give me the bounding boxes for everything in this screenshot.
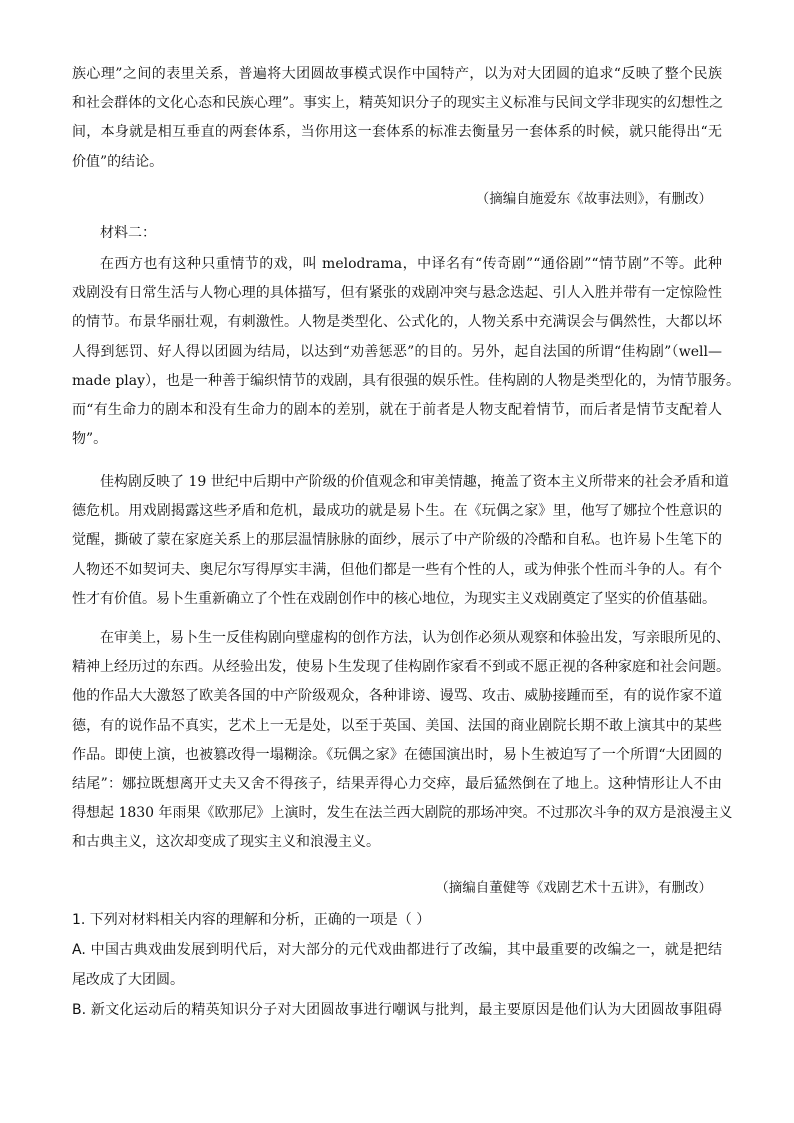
text-line: 价值”的结论。 (72, 153, 164, 170)
option-b-line: B. 新文化运动后的精英知识分子对大团圆故事进行嘲讽与批判，最主要原因是他们认为大团圆故事阻碍 (72, 1002, 722, 1018)
text-line: 得想起 1830 年雨果《欧那尼》上演时，发生在法兰西大剧院的那场冲突。不过那次斗争的双方是浪漫主义 (72, 805, 733, 822)
text-line: 人物还不如契诃夫、奥尼尔写得厚实丰满，但他们都是一些有个性的人，或为伸张个性而斗争的人。有个 (72, 561, 722, 578)
text-line: 在审美上，易卜生一反佳构剧向壁虚构的创作方法，认为创作必须从观察和体验出发，写亲眼所见的、 (100, 630, 730, 646)
text-line: 在西方也有这种只重情节的戏，叫 melodrama，中译名有“传奇剧”“通俗剧”“情节剧”不等。此种 (100, 256, 722, 272)
text-line: made play），也是一种善于编织情节的戏剧，具有很强的娱乐性。佳构剧的人物是类型化的，为情节服务。 (72, 372, 741, 389)
text-line: 的情节。布景华丽壮观，有刺激性。人物是类型化、公式化的，人物关系中充满误会与偶然性，大都以坏 (72, 314, 722, 331)
text-line: 物”。 (72, 431, 108, 448)
text-line: 作品。即使上演，也被篡改得一塌糊涂。《玩偶之家》在德国演出时，易卜生被迫写了一个所谓“大团圆的 (72, 746, 722, 763)
text-line: 觉醒，撕破了蒙在家庭关系上的那层温情脉脉的面纱，展示了中产阶级的冷酷和自私。也许易卜生笔下的 (72, 532, 722, 549)
text-line: 他的作品大大激怒了欧美各国的中产阶级观众，各种诽谤、谩骂、攻击、威胁接踵而至，有的说作家不道 (72, 688, 722, 705)
source-citation-1: （摘编自施爱东《故事法则》，有删改） (475, 191, 712, 207)
text-line: 和古典主义，这次却变成了现实主义和浪漫主义。 (72, 834, 380, 851)
text-line: 而“有生命力的剧本和没有生命力的剧本的差别，就在于前者是人物支配着情节，而后者是情节支配着人 (72, 401, 722, 418)
source-citation-2: （摘编自董健等《戏剧艺术十五讲》，有删改） (435, 880, 712, 896)
text-line: 性才有价值。易卜生重新确立了个性在戏剧创作中的核心地位，为现实主义戏剧奠定了坚实的价值基础。 (72, 590, 716, 607)
question-stem: 1. 下列对材料相关内容的理解和分析，正确的一项是（ ） (72, 912, 431, 928)
text-line: 戏剧没有日常生活与人物心理的具体描写，但有紧张的戏剧冲突与悬念迭起、引人入胜并带有一定惊险性 (72, 285, 722, 302)
material-2-heading: 材料二： (100, 225, 156, 241)
option-a-line: 尾改成了大团圆。 (72, 972, 184, 988)
text-line: 德，有的说作品不真实，艺术上一无是处，以至于英国、美国、法国的商业剧院长期不敢上演其中的某些 (72, 717, 722, 734)
text-line: 结尾”：娜拉既想离开丈夫又舍不得孩子，结果弄得心力交瘁，最后猛然倒在了地上。这种情形让人不由 (72, 775, 722, 792)
paragraph-material2-2 (72, 468, 729, 614)
option-a-line: A. 中国古典戏曲发展到明代后，对大部分的元代戏曲都进行了改编，其中最重要的改编之一，就是把结 (72, 942, 722, 958)
text-line: 族心理”之间的表里关系，普遍将大团圆故事模式误作中国特产，以为对大团圆的追求“反映了整个民族 (72, 66, 722, 82)
text-line: 佳构剧反映了 19 世纪中后期中产阶级的价值观念和审美情趣，掩盖了资本主义所带来的社会矛盾和道 (100, 474, 729, 490)
text-line: 人得到惩罚、好人得以团圆为结局，以达到“劝善惩恶”的目的。另外，起自法国的所谓“佳构剧”（well— (72, 343, 722, 360)
paragraph-material2-1 (72, 250, 741, 454)
text-line: 间，本身就是相互垂直的两套体系，当你用这一套体系的标准去衡量另一套体系的时候，就只能得出“无 (72, 124, 722, 141)
text-line: 精神上经历过的东西。从经验出发，使易卜生发现了佳构剧作家看不到或不愿正视的各种家庭和社会问题。 (72, 659, 730, 676)
question-1 (72, 905, 722, 1025)
paragraph-material2-3 (72, 624, 733, 858)
paragraph-top (72, 60, 722, 177)
text-line: 和社会群体的文化心态和民族心理”。事实上，精英知识分子的现实主义标准与民间文学非现实的幻想性之 (72, 95, 724, 112)
text-line: 德危机。用戏剧揭露这些矛盾和危机，最成功的就是易卜生。在《玩偶之家》里，他写了娜拉个性意识的 (72, 503, 722, 520)
